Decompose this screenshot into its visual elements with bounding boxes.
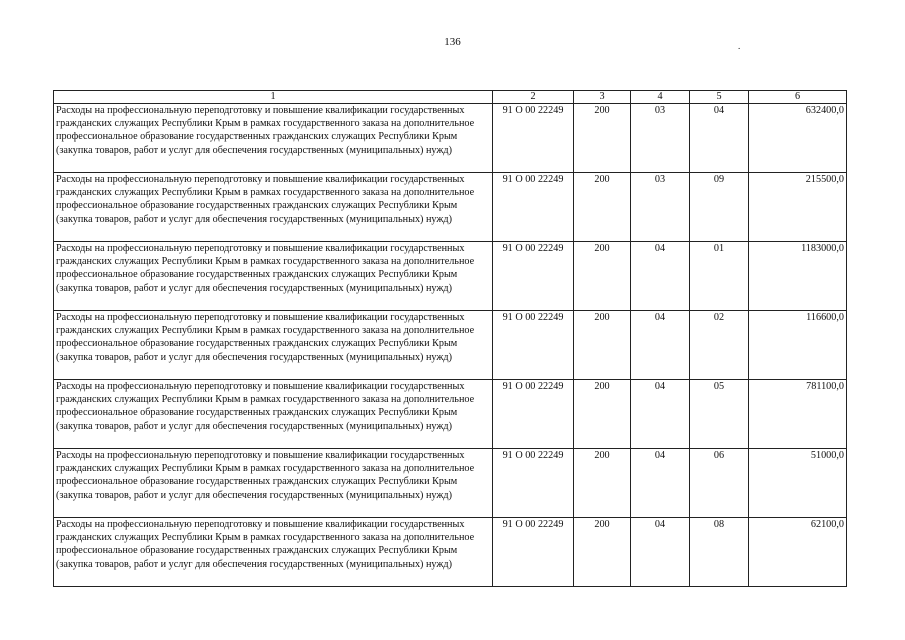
row-subsection: 04 <box>690 104 749 173</box>
row-amount: 62100,0 <box>749 518 847 587</box>
table-header-row <box>54 91 847 104</box>
row-description: Расходы на профессиональную переподготовку и повышение квалификации государственных гражданских служащих Республики Крым в рамках государственного заказа на дополнительное профессиональное образование государственных гражданских служащих Республики Крым (закупка товаров, работ и услуг для обеспечения государственных (муниципальных) нужд) <box>54 380 493 449</box>
row-expense-type: 200 <box>574 104 631 173</box>
row-section: 04 <box>631 449 690 518</box>
row-description: Расходы на профессиональную переподготовку и повышение квалификации государственных гражданских служащих Республики Крым в рамках государственного заказа на дополнительное профессиональное образование государственных гражданских служащих Республики Крым (закупка товаров, работ и услуг для обеспечения государственных (муниципальных) нужд) <box>54 518 493 587</box>
row-subsection: 09 <box>690 173 749 242</box>
page-number: 136 <box>444 36 461 48</box>
budget-table <box>53 90 847 587</box>
column-header-subsection: 5 <box>690 91 749 104</box>
row-target-article: 91 О 00 22249 <box>493 104 574 173</box>
row-description: Расходы на профессиональную переподготовку и повышение квалификации государственных гражданских служащих Республики Крым в рамках государственного заказа на дополнительное профессиональное образование государственных гражданских служащих Республики Крым (закупка товаров, работ и услуг для обеспечения государственных (муниципальных) нужд) <box>54 173 493 242</box>
column-header-target-article: 2 <box>493 91 574 104</box>
row-expense-type: 200 <box>574 242 631 311</box>
row-amount: 51000,0 <box>749 449 847 518</box>
table-row <box>54 311 847 380</box>
row-subsection: 01 <box>690 242 749 311</box>
table-row <box>54 242 847 311</box>
row-target-article: 91 О 00 22249 <box>493 242 574 311</box>
column-header-description: 1 <box>54 91 493 104</box>
row-expense-type: 200 <box>574 173 631 242</box>
row-section: 03 <box>631 173 690 242</box>
row-subsection: 02 <box>690 311 749 380</box>
row-target-article: 91 О 00 22249 <box>493 449 574 518</box>
row-amount: 781100,0 <box>749 380 847 449</box>
row-section: 04 <box>631 518 690 587</box>
row-section: 04 <box>631 311 690 380</box>
table-row <box>54 518 847 587</box>
row-amount: 1183000,0 <box>749 242 847 311</box>
table-row <box>54 104 847 173</box>
scan-speck: . <box>738 41 741 51</box>
row-expense-type: 200 <box>574 518 631 587</box>
row-target-article: 91 О 00 22249 <box>493 311 574 380</box>
row-expense-type: 200 <box>574 380 631 449</box>
row-target-article: 91 О 00 22249 <box>493 173 574 242</box>
column-header-amount: 6 <box>749 91 847 104</box>
table-row <box>54 173 847 242</box>
table-row <box>54 380 847 449</box>
row-amount: 116600,0 <box>749 311 847 380</box>
row-section: 04 <box>631 242 690 311</box>
row-amount: 215500,0 <box>749 173 847 242</box>
row-subsection: 08 <box>690 518 749 587</box>
row-description: Расходы на профессиональную переподготовку и повышение квалификации государственных гражданских служащих Республики Крым в рамках государственного заказа на дополнительное профессиональное образование государственных гражданских служащих Республики Крым (закупка товаров, работ и услуг для обеспечения государственных (муниципальных) нужд) <box>54 449 493 518</box>
row-expense-type: 200 <box>574 311 631 380</box>
row-expense-type: 200 <box>574 449 631 518</box>
row-amount: 632400,0 <box>749 104 847 173</box>
row-target-article: 91 О 00 22249 <box>493 380 574 449</box>
row-subsection: 05 <box>690 380 749 449</box>
row-section: 04 <box>631 380 690 449</box>
row-target-article: 91 О 00 22249 <box>493 518 574 587</box>
row-description: Расходы на профессиональную переподготовку и повышение квалификации государственных гражданских служащих Республики Крым в рамках государственного заказа на дополнительное профессиональное образование государственных гражданских служащих Республики Крым (закупка товаров, работ и услуг для обеспечения государственных (муниципальных) нужд) <box>54 311 493 380</box>
column-header-expense-type: 3 <box>574 91 631 104</box>
row-description: Расходы на профессиональную переподготовку и повышение квалификации государственных гражданских служащих Республики Крым в рамках государственного заказа на дополнительное профессиональное образование государственных гражданских служащих Республики Крым (закупка товаров, работ и услуг для обеспечения государственных (муниципальных) нужд) <box>54 242 493 311</box>
row-section: 03 <box>631 104 690 173</box>
row-subsection: 06 <box>690 449 749 518</box>
table-row <box>54 449 847 518</box>
column-header-section: 4 <box>631 91 690 104</box>
row-description: Расходы на профессиональную переподготовку и повышение квалификации государственных гражданских служащих Республики Крым в рамках государственного заказа на дополнительное профессиональное образование государственных гражданских служащих Республики Крым (закупка товаров, работ и услуг для обеспечения государственных (муниципальных) нужд) <box>54 104 493 173</box>
